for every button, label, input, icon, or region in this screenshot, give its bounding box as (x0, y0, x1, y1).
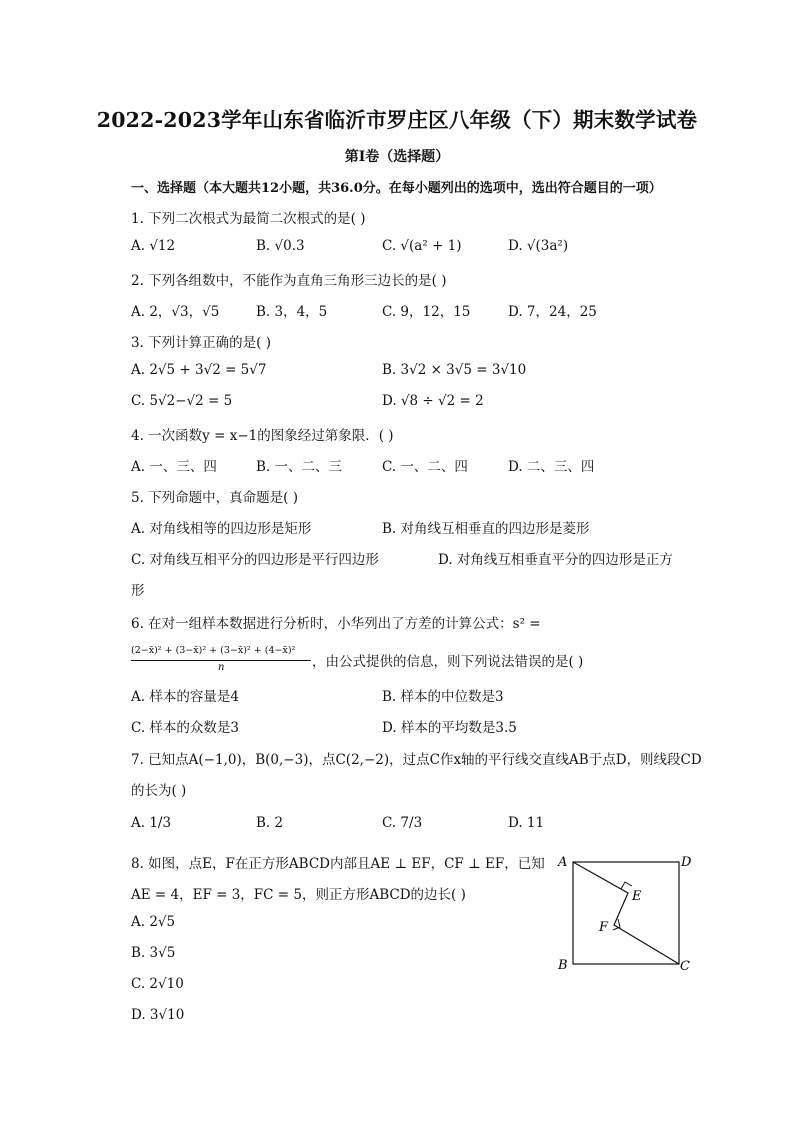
label-c: C (680, 959, 690, 974)
exam-title: 2022-2023学年山东省临沂市罗庄区八年级（下）期末数学试卷 (96, 108, 698, 132)
question-6-option-a: A. 样本的容量是4 (131, 689, 239, 705)
question-5-option-d-wrap: 形 (131, 583, 145, 599)
fraction-bar (131, 660, 311, 661)
question-4-option-c: C. 一、二、四 (382, 459, 468, 475)
question-5-option-a: A. 对角线相等的四边形是矩形 (131, 521, 312, 537)
part-title: 第I卷（选择题） (344, 149, 450, 165)
question-7-stem: 7. 已知点A(−1,0)，B(0,−3)，点C(2,−2)，过点C作x轴的平行线交直线AB于点D，则线段CD (131, 752, 702, 768)
question-8-stem-cont: AE = 4，EF = 3，FC = 5，则正方形ABCD的边长( ) (131, 887, 466, 903)
section-heading: 一、选择题（本大题共12小题，共36.0分。在每小题列出的选项中，选出符合题目的一项） (131, 181, 662, 196)
question-6-option-b: B. 样本的中位数是3 (382, 689, 504, 705)
variance-formula-numerator: (2−x̄)² + (3−x̄)² + (3−x̄)² + (4−x̄)² (131, 645, 296, 656)
question-5-option-b: B. 对角线互相垂直的四边形是菱形 (382, 521, 590, 537)
question-4-option-d: D. 二、三、四 (508, 459, 595, 475)
question-3-stem: 3. 下列计算正确的是( ) (131, 335, 271, 351)
question-5-stem: 5. 下列命题中，真命题是( ) (131, 490, 298, 506)
square-abcd (573, 862, 679, 964)
question-2-option-a: A. 2，√3，√5 (131, 304, 220, 320)
question-6-stem: 6. 在对一组样本数据进行分析时，小华列出了方差的计算公式：s² = (131, 616, 541, 632)
question-5-option-c: C. 对角线互相平分的四边形是平行四边形 (131, 552, 379, 568)
right-angle-e (621, 882, 632, 889)
label-f: F (599, 920, 609, 935)
question-5-option-d: D. 对角线互相垂直平分的四边形是正方 (438, 552, 673, 568)
variance-formula-denominator: n (218, 662, 225, 673)
question-2-option-c: C. 9，12，15 (382, 304, 471, 320)
question-3-option-a: A. 2√5 + 3√2 = 5√7 (131, 362, 267, 378)
label-d: D (681, 855, 692, 870)
question-7-option-b: B. 2 (256, 815, 284, 831)
question-3-option-c: C. 5√2−√2 = 5 (131, 393, 233, 409)
question-7-option-a: A. 1/3 (131, 815, 172, 831)
question-1-option-d: D. √(3a²) (508, 238, 569, 254)
question-2-stem: 2. 下列各组数中，不能作为直角三角形三边长的是( ) (131, 273, 447, 289)
question-8-option-b: B. 3√5 (131, 945, 176, 961)
question-6-option-d: D. 样本的平均数是3.5 (382, 720, 517, 736)
label-e: E (632, 889, 642, 904)
question-1-option-a: A. √12 (131, 238, 176, 254)
question-8-option-c: C. 2√10 (131, 976, 184, 992)
label-b: B (558, 958, 568, 973)
question-8-option-a: A. 2√5 (131, 914, 176, 930)
question-7-stem-cont: 的长为( ) (131, 783, 187, 799)
square-figure (552, 848, 702, 978)
question-3-option-d: D. √8 ÷ √2 = 2 (382, 393, 484, 409)
label-a: A (558, 855, 568, 870)
question-1-option-b: B. √0.3 (256, 238, 305, 254)
question-2-option-b: B. 3，4，5 (256, 304, 328, 320)
path-aefc (573, 862, 679, 964)
question-2-option-d: D. 7，24，25 (508, 304, 597, 320)
question-1-option-c: C. √(a² + 1) (382, 238, 462, 254)
question-6-option-c: C. 样本的众数是3 (131, 720, 240, 736)
question-1-stem: 1. 下列二次根式为最简二次根式的是( ) (131, 211, 366, 227)
question-4-option-a: A. 一、三、四 (131, 459, 217, 475)
question-7-option-d: D. 11 (508, 815, 545, 831)
question-4-stem: 4. 一次函数y = x−1的图象经过第象限．( ) (131, 428, 394, 444)
question-8-option-d: D. 3√10 (131, 1007, 185, 1023)
question-3-option-b: B. 3√2 × 3√5 = 3√10 (382, 362, 527, 378)
question-4-option-b: B. 一、二、三 (256, 459, 343, 475)
question-8-stem: 8. 如图，点E，F在正方形ABCD内部且AE ⊥ EF，CF ⊥ EF，已知 (131, 856, 545, 872)
question-7-option-c: C. 7/3 (382, 815, 423, 831)
question-6-stem-cont: ，由公式提供的信息，则下列说法错误的是( ) (312, 654, 584, 670)
